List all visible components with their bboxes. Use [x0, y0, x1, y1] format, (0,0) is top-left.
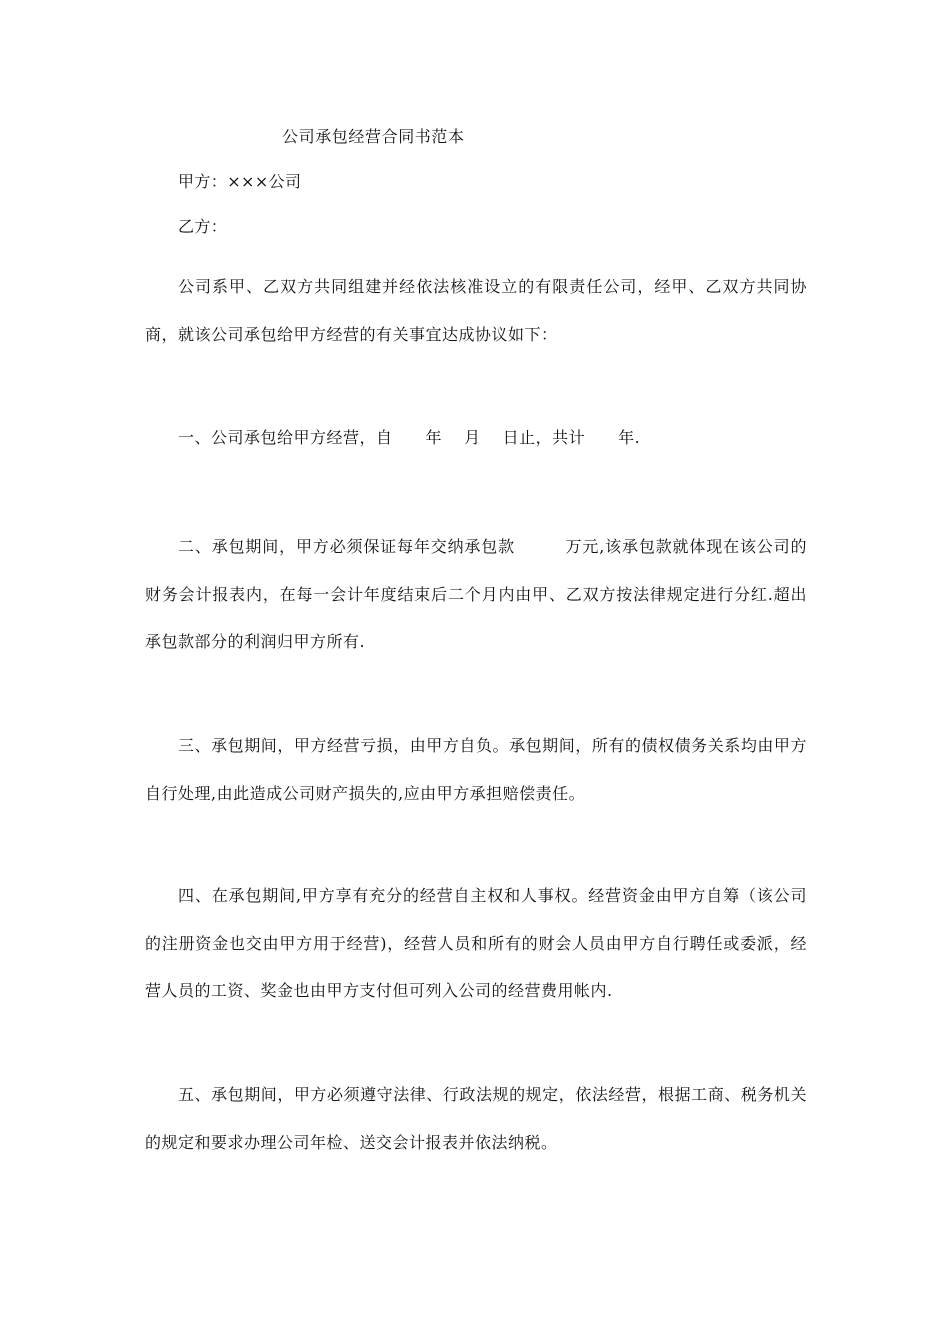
party-a-line: 甲方：×××公司: [178, 172, 302, 191]
party-b-line: 乙方：: [178, 217, 228, 236]
intro-paragraph: 公司系甲、乙双方共同组建并经依法核准设立的有限责任公司，经甲、乙双方共同协商，就该公司承包给甲方经营的有关事宜达成协议如下：: [145, 277, 807, 344]
clause-3: 三、承包期间，甲方经营亏损，由甲方自负。承包期间，所有的债权债务关系均由甲方自行处理,由此造成公司财产损失的,应由甲方承担赔偿责任。: [145, 736, 807, 803]
document-title: 公司承包经营合同书范本: [282, 127, 465, 146]
clause-4: 四、在承包期间,甲方享有充分的经营自主权和人事权。经营资金由甲方自筹（该公司的注册资金也交由甲方用于经营)，经营人员和所有的财会人员由甲方自行聘任或委派，经营人员的工资、奖金也由甲方支付但可列入公司的经营费用帐内.: [145, 886, 807, 1000]
clause-2: 二、承包期间，甲方必须保证每年交纳承包款 万元,该承包款就体现在该公司的财务会计报表内，在每一会计年度结束后二个月内由甲、乙双方按法律规定进行分红.超出承包款部分的利润归甲方所有.: [145, 537, 807, 651]
clause-5: 五、承包期间，甲方必须遵守法律、行政法规的规定，依法经营，根据工商、税务机关的规定和要求办理公司年检、送交会计报表并依法纳税。: [145, 1085, 807, 1152]
clause-1: 一、公司承包给甲方经营，自 年 月 日止，共计 年.: [178, 428, 641, 447]
